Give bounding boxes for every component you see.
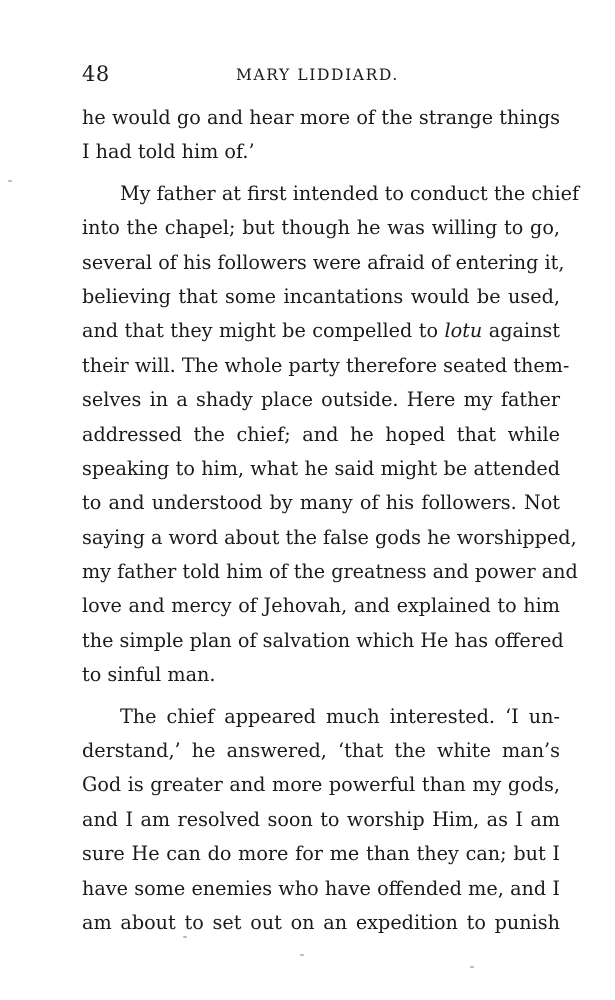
paragraph	[82, 177, 580, 693]
text-line: addressed the chief; and he hoped that while	[82, 422, 560, 446]
text-line: my father told him of the greatness and power and	[82, 560, 578, 584]
text-line: he would go and hear more of the strange things	[82, 106, 560, 129]
text-line: their will. The whole party therefore seated them-	[82, 353, 570, 377]
text-line: My father at first intended to conduct the chief	[120, 181, 580, 205]
text-line: derstand,’ he answered, ‘that the white man’s	[82, 739, 560, 763]
text-line: The chief appeared much interested. ‘I un-	[120, 704, 560, 728]
text-line: several of his followers were afraid of entering it,	[82, 250, 565, 274]
paragraph	[82, 700, 560, 941]
text-line: I had told him of.’	[82, 140, 255, 164]
text-line: to sinful man.	[82, 663, 216, 687]
text-line: selves in a shady place outside. Here my father	[82, 388, 560, 412]
text-line: to and understood by many of his followers. Not	[82, 491, 560, 515]
page-header	[82, 62, 560, 92]
paper-speck	[300, 954, 304, 956]
italic-word: lotu	[444, 319, 483, 343]
page-number: 48	[82, 62, 110, 86]
text-line: the simple plan of salvation which He has offered	[82, 628, 564, 652]
paper-speck	[470, 966, 474, 968]
paragraph	[82, 101, 560, 170]
text-line: into the chapel; but though he was willing to go,	[82, 216, 560, 240]
text-line: speaking to him, what he said might be attended	[82, 456, 560, 480]
text-line: believing that some incantations would be used,	[82, 284, 560, 308]
text-line: am about to set out on an expedition to punish	[82, 910, 560, 934]
text-line: and I am resolved soon to worship Him, as I am	[82, 807, 560, 831]
paper-speck	[183, 936, 187, 938]
text-line: have some enemies who have offended me, and I	[82, 876, 560, 900]
body-text	[82, 101, 580, 940]
text-line: sure He can do more for me than they can; but I	[82, 842, 560, 866]
text-line: love and mercy of Jehovah, and explained to him	[82, 594, 560, 618]
text-line: and that they might be compelled to lotu against	[82, 319, 560, 343]
text-line: saying a word about the false gods he worshipped,	[82, 525, 577, 549]
running-head: MARY LIDDIARD.	[236, 66, 399, 84]
text-line: God is greater and more powerful than my gods,	[82, 773, 560, 797]
paper-speck	[8, 180, 12, 182]
